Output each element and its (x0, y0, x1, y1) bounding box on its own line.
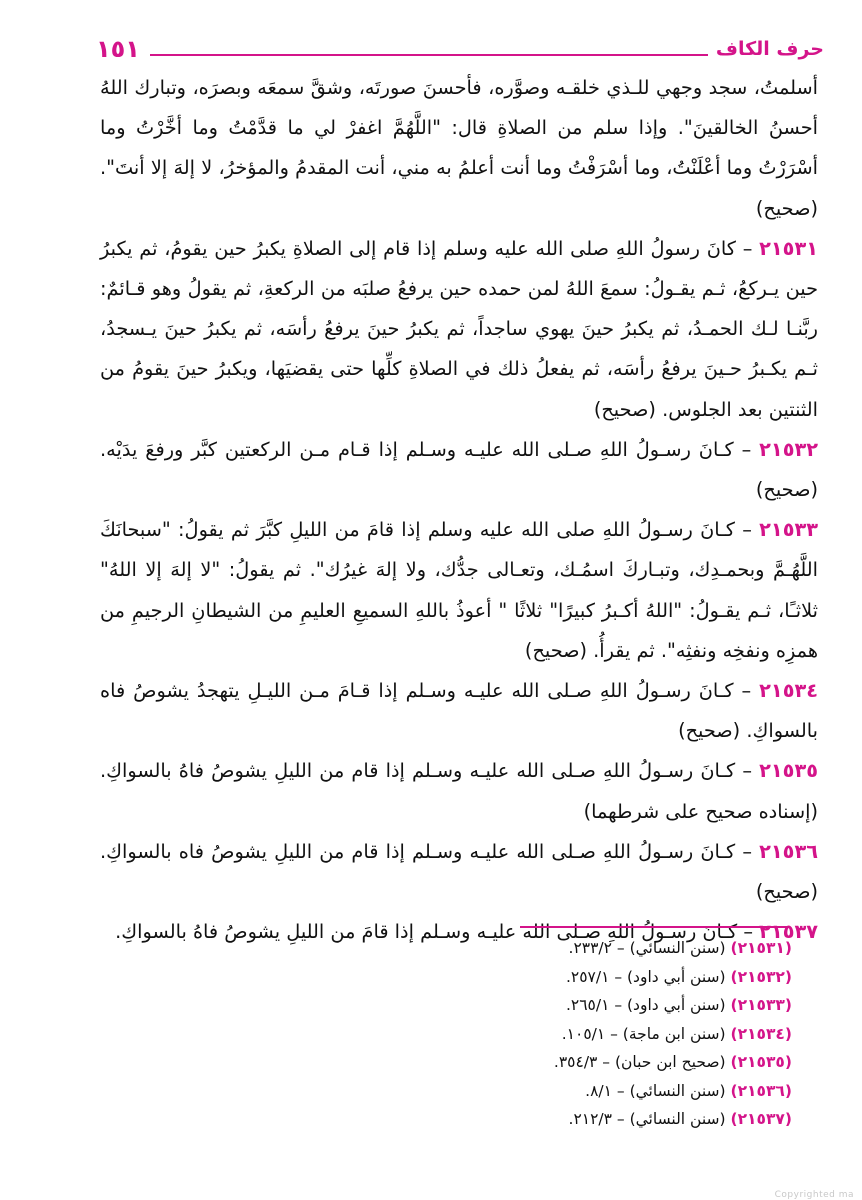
entry-number: ٢١٥٣٢ (759, 437, 818, 461)
entry-number: ٢١٥٣٣ (759, 518, 818, 542)
entry-text: – كـانَ رسـولُ اللهِ صـلى الله عليـه وسـلم إذا قام من الليلِ يشوصُ فاه بالسواكِ. (صحيح) (100, 839, 818, 904)
entry-number: ٢١٥٣١ (759, 236, 818, 260)
entry-text: – كـانَ رسـولُ اللهِ صـلى الله عليـه وسـلم إذا قـامَ مـن الليـلِ يتهجدُ يشوصُ فاه بالسواكِ. (صحيح) (100, 679, 818, 743)
hadith-entry (100, 229, 818, 430)
intro-paragraph: أسلمتُ، سجد وجهي للـذي خلقـه وصوَّره، فأحسنَ صورتَه، وشقَّ سمعَه وبصرَه، وتبارك اللهُ أحسنُ الخالقينَ". وإذا سلم من الصلاةِ قال: "اللَّهُمَّ اغفرْ لي ما قدَّمْتُ وما أخَّرْتُ وما أسْرَرْتُ وما أعْلَنْتُ، وما أسْرَفْتُ وما أنت أعلمُ به مني، أنت المقدمُ والمؤخرُ، لا إلهَ إلا أنتَ". (صحيح) (100, 76, 818, 220)
footnote-item (412, 1020, 792, 1049)
entry-text: – كـانَ رسـولُ اللهِ صـلى الله عليـه وسـلم إذا قـام مـن الركعتين كبَّر ورفعَ يدَيْه. (صحيح) (100, 437, 818, 502)
footnote-number: (٢١٥٣٥) (730, 1053, 792, 1071)
footnote-item (412, 1077, 792, 1106)
footnote-rule (520, 926, 788, 928)
footnote-text: (صحيح ابن حبان) – ٣٥٤/٣. (553, 1053, 726, 1071)
header-rule (150, 54, 708, 56)
entry-text: – كـانَ رسـولُ اللهِ صلى الله عليه وسلم إذا قامَ من الليلِ كبَّرَ ثم يقولُ: "سبحانَكَ اللَّهُـمَّ وبحمـدِك، وتبـاركَ اسمُـك، وتعـالى جدُّك، ولا إلهَ غيرُك". ثم يقولُ: "لا إلهَ إلا اللهُ" ثلاثـًا، ثـم يقـولُ: "اللهُ أكـبرُ كبيرًا" ثلاثًا " أعوذُ باللهِ السميعِ العليمِ من الشيطانِ الرجيمِ من همزِه ونفخِه ونفثِه". ثم يقرأُ. (صحيح) (100, 518, 818, 662)
footnote-text: (سنن أبي داود) – ٢٥٧/١. (565, 967, 726, 986)
footnote-number: (٢١٥٣٤) (730, 1024, 792, 1043)
page-header (96, 30, 824, 64)
chapter-title: حرف الكاف (715, 38, 824, 60)
footnote-text: (سنن النسائي) – ٢١٢/٣. (568, 1110, 726, 1128)
footnote-number: (٢١٥٣٦) (730, 1081, 792, 1100)
footnote-number: (٢١٥٣١) (730, 939, 792, 957)
footnote-text: (سنن النسائي) – ٨/١. (585, 1081, 726, 1100)
entry-text: – كـانَ رسـولُ اللهِ صـلى الله عليـه وسـلم إذا قام من الليلِ يشوصُ فاهُ بالسواكِ. (إسناده صحيح على شرطهما) (100, 759, 818, 823)
entry-number: ٢١٥٣٧ (759, 920, 818, 944)
footnote-text: (سنن النسائي) – ٢٣٣/٢. (568, 939, 726, 957)
hadith-entry (100, 510, 818, 671)
footnote-item (412, 934, 792, 963)
footnote-number: (٢١٥٣٧) (730, 1110, 792, 1128)
watermark: Copyrighted ma (774, 1190, 854, 1200)
hadith-entry (100, 671, 818, 751)
hadith-entry (100, 751, 818, 831)
entry-number: ٢١٥٣٥ (759, 759, 818, 783)
footnote-text: (سنن ابن ماجة) – ١٠٥/١. (561, 1024, 726, 1043)
footnote-number: (٢١٥٣٢) (730, 967, 792, 986)
hadith-entry (100, 832, 818, 912)
entry-text: – كـانَ رسـولُ اللهِ صـلى الله عليـه وسـلم إذا قامَ من الليلِ يشوصُ فاهُ بالسواكِ. (115, 920, 754, 944)
footnotes (412, 934, 792, 1134)
footnote-item (412, 991, 792, 1020)
footnote-number: (٢١٥٣٣) (730, 996, 792, 1014)
page-number: ١٥١ (96, 35, 140, 63)
entry-text: – كانَ رسولُ اللهِ صلى الله عليه وسلم إذا قام إلى الصلاةِ يكبرُ حين يقومُ، ثم يكبرُ حين يـركعُ، ثـم يقـولُ: سمعَ اللهُ لمن حمده حين يرفعُ صلبَه من الركعةِ، ثم يقولُ وهو قـائمٌ: ربَّنـا لـك الحمـدُ، ثم يكبرُ حينَ يهوي ساجداً، ثم يكبرُ حينَ يرفعُ رأسَه، ثم يكبرُ حينَ يـسجدُ، ثـم يكـبرُ حـينَ يرفعُ رأسَه، ثم يفعلُ ذلك في الصلاةِ كلِّها حتى يقضيَها، ويكبرُ حينَ يقومُ من الثنتين بعد الجلوس. (صحيح) (100, 236, 818, 421)
main-text (100, 68, 818, 952)
footnote-item (412, 963, 792, 992)
entry-number: ٢١٥٣٤ (759, 679, 818, 703)
footnote-text: (سنن أبي داود) – ٢٦٥/١. (565, 996, 726, 1014)
hadith-entry (100, 430, 818, 510)
entry-number: ٢١٥٣٦ (759, 839, 818, 863)
footnote-item (412, 1048, 792, 1077)
footnote-item (412, 1105, 792, 1134)
